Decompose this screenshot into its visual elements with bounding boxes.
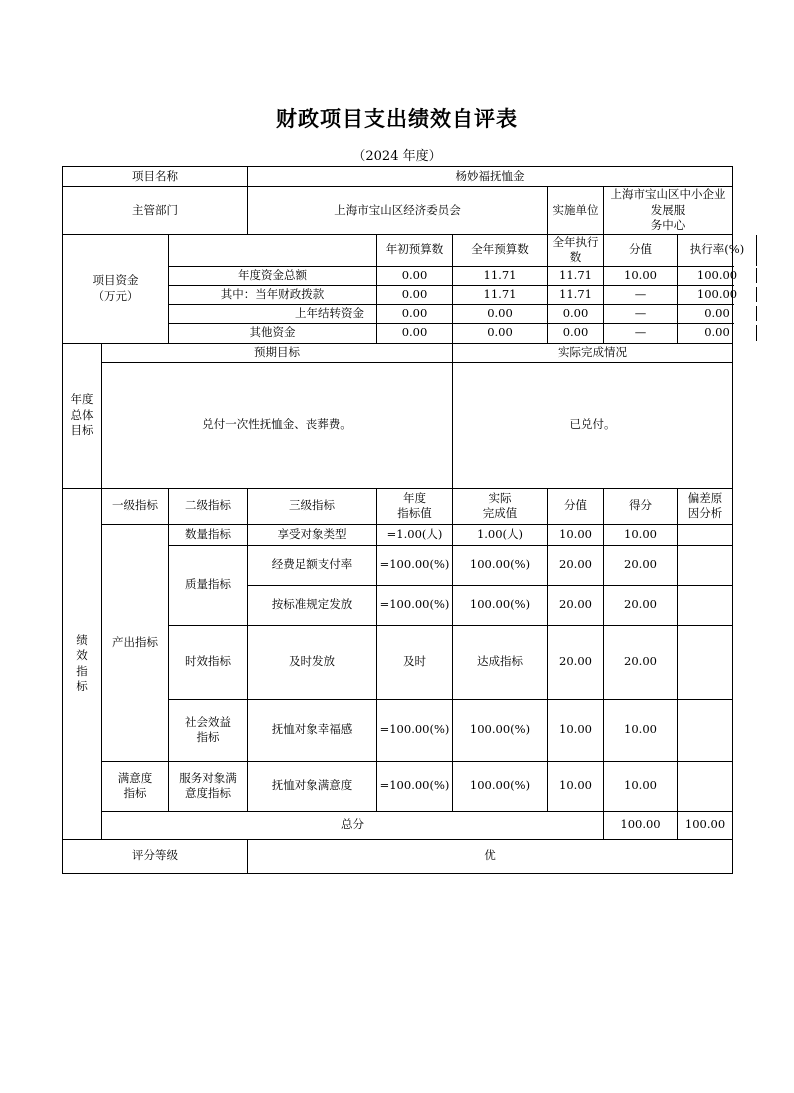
score-value-header: 分值 bbox=[548, 488, 604, 524]
funds-row-executed: 11.71 bbox=[548, 266, 604, 285]
funds-row-score-value: 10.00 bbox=[604, 266, 678, 285]
funds-row-name: 上年结转资金 bbox=[169, 304, 377, 323]
service-label-l1: 服务对象满 bbox=[179, 770, 237, 785]
expected-header: 预期目标 bbox=[102, 343, 453, 362]
funds-row-annual: 11.71 bbox=[453, 285, 548, 304]
funds-row-rate: 100.00 bbox=[678, 287, 757, 303]
actual-cell: 100.00(%) bbox=[453, 699, 548, 761]
funds-row-initial: 0.00 bbox=[377, 266, 453, 285]
funds-header-row bbox=[63, 234, 733, 266]
satisfaction-label-l2: 指标 bbox=[123, 786, 147, 801]
funds-header-exec-rate: 执行率(%) bbox=[678, 235, 757, 266]
goals-label-l3: 目标 bbox=[70, 423, 94, 438]
deviation-header-l2: 因分析 bbox=[687, 506, 723, 521]
goals-content-row bbox=[63, 362, 733, 488]
total-row bbox=[63, 811, 733, 839]
perf-label-l1: 绩 bbox=[76, 632, 88, 647]
perf-header-row bbox=[63, 488, 733, 524]
funds-header-rate bbox=[604, 234, 678, 266]
funds-row-initial: 0.00 bbox=[377, 304, 453, 323]
goals-label bbox=[63, 343, 102, 488]
funds-header-annual: 全年预算数 bbox=[453, 234, 548, 266]
level3-cell: 抚恤对象幸福感 bbox=[248, 699, 377, 761]
score-header: 得分 bbox=[604, 488, 678, 524]
level3-cell: 及时发放 bbox=[248, 625, 377, 699]
perf-label bbox=[63, 488, 102, 839]
level3-cell: 经费足额支付率 bbox=[248, 545, 377, 585]
social-label-l1: 社会效益 bbox=[185, 714, 231, 729]
impl-line1: 上海市宝山区中小企业发展服 bbox=[610, 187, 726, 217]
target-cell: 及时 bbox=[377, 625, 453, 699]
funds-row-initial: 0.00 bbox=[377, 285, 453, 304]
funds-row-name: 其他资金 bbox=[169, 323, 377, 343]
funds-row-rate: 0.00 bbox=[678, 325, 757, 341]
funds-row-score-value: — bbox=[604, 323, 678, 343]
impl-label: 实施单位 bbox=[548, 187, 604, 235]
year-label: （2024 年度） bbox=[352, 149, 442, 164]
score-value-cell: 20.00 bbox=[548, 545, 604, 585]
actual-header: 实际完成情况 bbox=[453, 343, 733, 362]
funds-header-executed: 全年执行数 bbox=[548, 234, 604, 266]
service-label-l2: 意度指标 bbox=[185, 786, 231, 801]
score-cell: 20.00 bbox=[604, 545, 678, 585]
score-cell: 20.00 bbox=[604, 625, 678, 699]
goals-header-row bbox=[63, 343, 733, 362]
goals-label-l2: 总体 bbox=[70, 407, 94, 422]
target-cell: =100.00(%) bbox=[377, 699, 453, 761]
funds-row-rate: 100.00 bbox=[678, 268, 757, 284]
funds-row-annual: 0.00 bbox=[453, 323, 548, 343]
social-indicator-label bbox=[169, 699, 248, 761]
dept-row bbox=[63, 187, 733, 235]
goals-label-l1: 年度 bbox=[70, 392, 94, 407]
funds-row-score-value: — bbox=[604, 304, 678, 323]
level1-header: 一级指标 bbox=[102, 488, 169, 524]
timeliness-indicator-label: 时效指标 bbox=[169, 625, 248, 699]
funds-row-annual: 0.00 bbox=[453, 304, 548, 323]
funds-row-annual: 11.71 bbox=[453, 266, 548, 285]
grade-label: 评分等级 bbox=[63, 839, 248, 873]
total-score-value: 100.00 bbox=[604, 811, 678, 839]
expected-goal: 兑付一次性抚恤金、丧葬费。 bbox=[102, 362, 453, 488]
score-value-cell: 20.00 bbox=[548, 585, 604, 625]
funds-row-executed: 11.71 bbox=[548, 285, 604, 304]
level3-cell: 抚恤对象满意度 bbox=[248, 761, 377, 811]
actual-cell: 达成指标 bbox=[453, 625, 548, 699]
funds-row-name: 年度资金总额 bbox=[169, 266, 377, 285]
satisfaction-indicator-label bbox=[102, 761, 169, 811]
actual-header-perf bbox=[453, 488, 548, 524]
actual-header-l1: 实际 bbox=[488, 490, 512, 505]
score-cell: 20.00 bbox=[604, 585, 678, 625]
total-score: 100.00 bbox=[678, 811, 733, 839]
funds-header-blank bbox=[169, 234, 377, 266]
deviation-header-l1: 偏差原 bbox=[687, 490, 723, 505]
target-cell: =1.00(人) bbox=[377, 524, 453, 545]
level2-header: 二级指标 bbox=[169, 488, 248, 524]
target-header bbox=[377, 488, 453, 524]
dept-label: 主管部门 bbox=[63, 187, 248, 235]
funds-label bbox=[63, 234, 169, 343]
service-indicator-label bbox=[169, 761, 248, 811]
score-value-cell: 10.00 bbox=[548, 524, 604, 545]
project-name-value: 杨妙福抚恤金 bbox=[248, 167, 733, 187]
score-value-cell: 10.00 bbox=[548, 761, 604, 811]
project-name-label: 项目名称 bbox=[63, 167, 248, 187]
actual-cell: 100.00(%) bbox=[453, 761, 548, 811]
score-cell: 10.00 bbox=[604, 699, 678, 761]
perf-row bbox=[63, 524, 733, 545]
grade-value: 优 bbox=[248, 839, 733, 873]
actual-cell: 1.00(人) bbox=[453, 524, 548, 545]
satisfaction-label-l1: 满意度 bbox=[117, 770, 153, 785]
actual-cell: 100.00(%) bbox=[453, 545, 548, 585]
actual-result: 已兑付。 bbox=[453, 362, 733, 488]
funds-row-rate: 0.00 bbox=[678, 306, 757, 322]
actual-cell: 100.00(%) bbox=[453, 585, 548, 625]
target-cell: =100.00(%) bbox=[377, 545, 453, 585]
score-cell: 10.00 bbox=[604, 761, 678, 811]
deviation-cell bbox=[678, 524, 733, 545]
perf-label-l3: 指 bbox=[76, 663, 88, 678]
funds-header-initial: 年初预算数 bbox=[377, 234, 453, 266]
funds-row-name: 其中：当年财政拨款 bbox=[169, 285, 377, 304]
page-title: 财政项目支出绩效自评表 bbox=[276, 107, 518, 131]
total-label: 总分 bbox=[102, 811, 604, 839]
deviation-cell bbox=[678, 545, 733, 585]
score-cell: 10.00 bbox=[604, 524, 678, 545]
social-label-l2: 指标 bbox=[196, 730, 220, 745]
funds-row-executed: 0.00 bbox=[548, 304, 604, 323]
level3-cell: 享受对象类型 bbox=[248, 524, 377, 545]
deviation-cell bbox=[678, 585, 733, 625]
level3-header: 三级指标 bbox=[248, 488, 377, 524]
project-name-row bbox=[63, 167, 733, 187]
output-indicator-label: 产出指标 bbox=[102, 524, 169, 761]
funds-header-split bbox=[678, 234, 745, 266]
target-header-l1: 年度 bbox=[403, 490, 426, 505]
funds-header-score-value: 分值 bbox=[629, 242, 652, 257]
score-value-cell: 20.00 bbox=[548, 625, 604, 699]
perf-row bbox=[63, 761, 733, 811]
quantity-indicator-label: 数量指标 bbox=[169, 524, 248, 545]
deviation-cell bbox=[678, 699, 733, 761]
grade-row bbox=[63, 839, 733, 873]
funds-label-line1: 项目资金 bbox=[92, 273, 139, 288]
level3-cell: 按标准规定发放 bbox=[248, 585, 377, 625]
evaluation-table bbox=[62, 166, 745, 874]
deviation-cell bbox=[678, 625, 733, 699]
actual-header-l2: 完成值 bbox=[482, 506, 518, 521]
funds-row-initial: 0.00 bbox=[377, 323, 453, 343]
funds-label-line2: （万元） bbox=[92, 288, 139, 303]
target-cell: =100.00(%) bbox=[377, 585, 453, 625]
perf-label-l4: 标 bbox=[76, 679, 88, 694]
dept-value: 上海市宝山区经济委员会 bbox=[248, 187, 548, 235]
deviation-cell bbox=[678, 761, 733, 811]
funds-row-executed: 0.00 bbox=[548, 323, 604, 343]
perf-label-l2: 效 bbox=[76, 648, 88, 663]
target-header-l2: 指标值 bbox=[397, 506, 432, 521]
quality-indicator-label: 质量指标 bbox=[169, 545, 248, 625]
impl-value bbox=[604, 187, 733, 235]
funds-row-score-value: — bbox=[604, 285, 678, 304]
impl-line2: 务中心 bbox=[650, 218, 686, 233]
deviation-header bbox=[678, 488, 733, 524]
target-cell: =100.00(%) bbox=[377, 761, 453, 811]
score-value-cell: 10.00 bbox=[548, 699, 604, 761]
